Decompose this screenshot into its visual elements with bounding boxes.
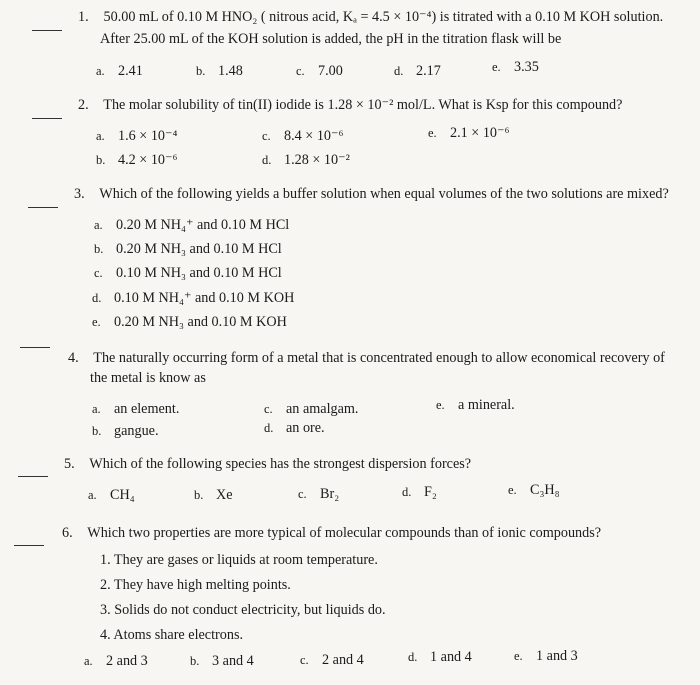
option-d[interactable]: d. 1.28 × 10⁻² <box>262 152 350 168</box>
question-number: 3. <box>74 186 85 202</box>
option-d[interactable]: d. an ore. <box>264 420 325 436</box>
option-b[interactable]: b. 1.48 <box>196 63 243 79</box>
question-number: 1. <box>78 9 89 25</box>
option-e[interactable]: e. 0.20 M NH₃ and 0.10 M KOH <box>92 314 287 330</box>
option-b[interactable]: b. gangue. <box>92 423 159 439</box>
stem-line: 50.00 mL of 0.10 M HNO₂ ( nitrous acid, Kₐ = 4.5 × 10⁻⁴) is titrated with a 0.10 M KOH solution. <box>103 9 664 25</box>
option-e[interactable]: e. C₃H₈ <box>508 482 560 498</box>
question-stem-1-line-2 <box>100 30 561 49</box>
option-c[interactable]: c. an amalgam. <box>264 401 359 417</box>
option-a[interactable]: a. an element. <box>92 401 180 417</box>
option-d[interactable]: d. F₂ <box>402 484 437 500</box>
option-c[interactable]: c. 2 and 4 <box>300 652 364 668</box>
option-e[interactable]: e. 3.35 <box>492 59 539 75</box>
option-e[interactable]: e. 2.1 × 10⁻⁶ <box>428 125 510 141</box>
option-e[interactable]: e. a mineral. <box>436 397 515 413</box>
option-d[interactable]: d. 2.17 <box>394 63 441 79</box>
statement-1: 1. They are gases or liquids at room temperature. <box>100 552 378 568</box>
answer-blank-5[interactable] <box>18 476 48 477</box>
stem-line: The naturally occurring form of a metal that is concentrated enough to allow economical recovery of <box>93 350 665 366</box>
question-stem-5 <box>64 455 471 474</box>
question-number: 6. <box>62 525 73 541</box>
statement-4: 4. Atoms share electrons. <box>100 627 244 643</box>
answer-blank-1[interactable] <box>32 30 62 31</box>
stem-line: After 25.00 mL of the KOH solution is added, the pH in the titration flask will be <box>100 31 562 47</box>
stem-line: Which of the following yields a buffer solution when equal volumes of the two solutions are mixed? <box>99 186 669 202</box>
question-stem-1 <box>78 8 663 27</box>
option-c[interactable]: c. Br₂ <box>298 486 340 502</box>
answer-blank-3[interactable] <box>28 207 58 208</box>
question-stem-2 <box>78 96 622 115</box>
option-c[interactable]: c. 8.4 × 10⁻⁶ <box>262 128 344 144</box>
option-a[interactable]: a. CH₄ <box>88 487 135 503</box>
option-a[interactable]: a. 2 and 3 <box>84 653 148 669</box>
stem-line: The molar solubility of tin(II) iodide is 1.28 × 10⁻² mol/L. What is Ksp for this compound? <box>103 97 623 113</box>
option-e[interactable]: e. 1 and 3 <box>514 648 578 664</box>
answer-blank-6[interactable] <box>14 545 44 546</box>
question-number: 4. <box>68 350 79 366</box>
statement-3: 3. Solids do not conduct electricity, but liquids do. <box>100 602 386 618</box>
question-stem-3 <box>74 185 669 204</box>
question-stem-4 <box>68 349 665 368</box>
question-stem-4-line-2 <box>90 369 206 388</box>
statement-2: 2. They have high melting points. <box>100 577 291 593</box>
option-d[interactable]: d. 1 and 4 <box>408 649 472 665</box>
answer-blank-4[interactable] <box>20 347 50 348</box>
option-c[interactable]: c. 7.00 <box>296 63 343 79</box>
question-number: 2. <box>78 97 89 113</box>
option-b[interactable]: b. Xe <box>194 487 233 503</box>
option-b[interactable]: b. 4.2 × 10⁻⁶ <box>96 152 178 168</box>
option-c[interactable]: c. 0.10 M NH₃ and 0.10 M HCl <box>94 265 282 281</box>
question-number: 5. <box>64 456 75 472</box>
option-a[interactable]: a. 1.6 × 10⁻⁴ <box>96 128 178 144</box>
option-a[interactable]: a. 0.20 M NH₄⁺ and 0.10 M HCl <box>94 217 290 233</box>
stem-line: Which two properties are more typical of molecular compounds than of ionic compounds? <box>87 525 602 541</box>
option-b[interactable]: b. 0.20 M NH₃ and 0.10 M HCl <box>94 241 282 257</box>
option-a[interactable]: a. 2.41 <box>96 63 143 79</box>
stem-line: the metal is know as <box>90 370 206 386</box>
option-b[interactable]: b. 3 and 4 <box>190 653 254 669</box>
answer-blank-2[interactable] <box>32 118 62 119</box>
stem-line: Which of the following species has the strongest dispersion forces? <box>89 456 472 472</box>
question-stem-6 <box>62 524 601 543</box>
option-d[interactable]: d. 0.10 M NH₄⁺ and 0.10 M KOH <box>92 290 295 306</box>
